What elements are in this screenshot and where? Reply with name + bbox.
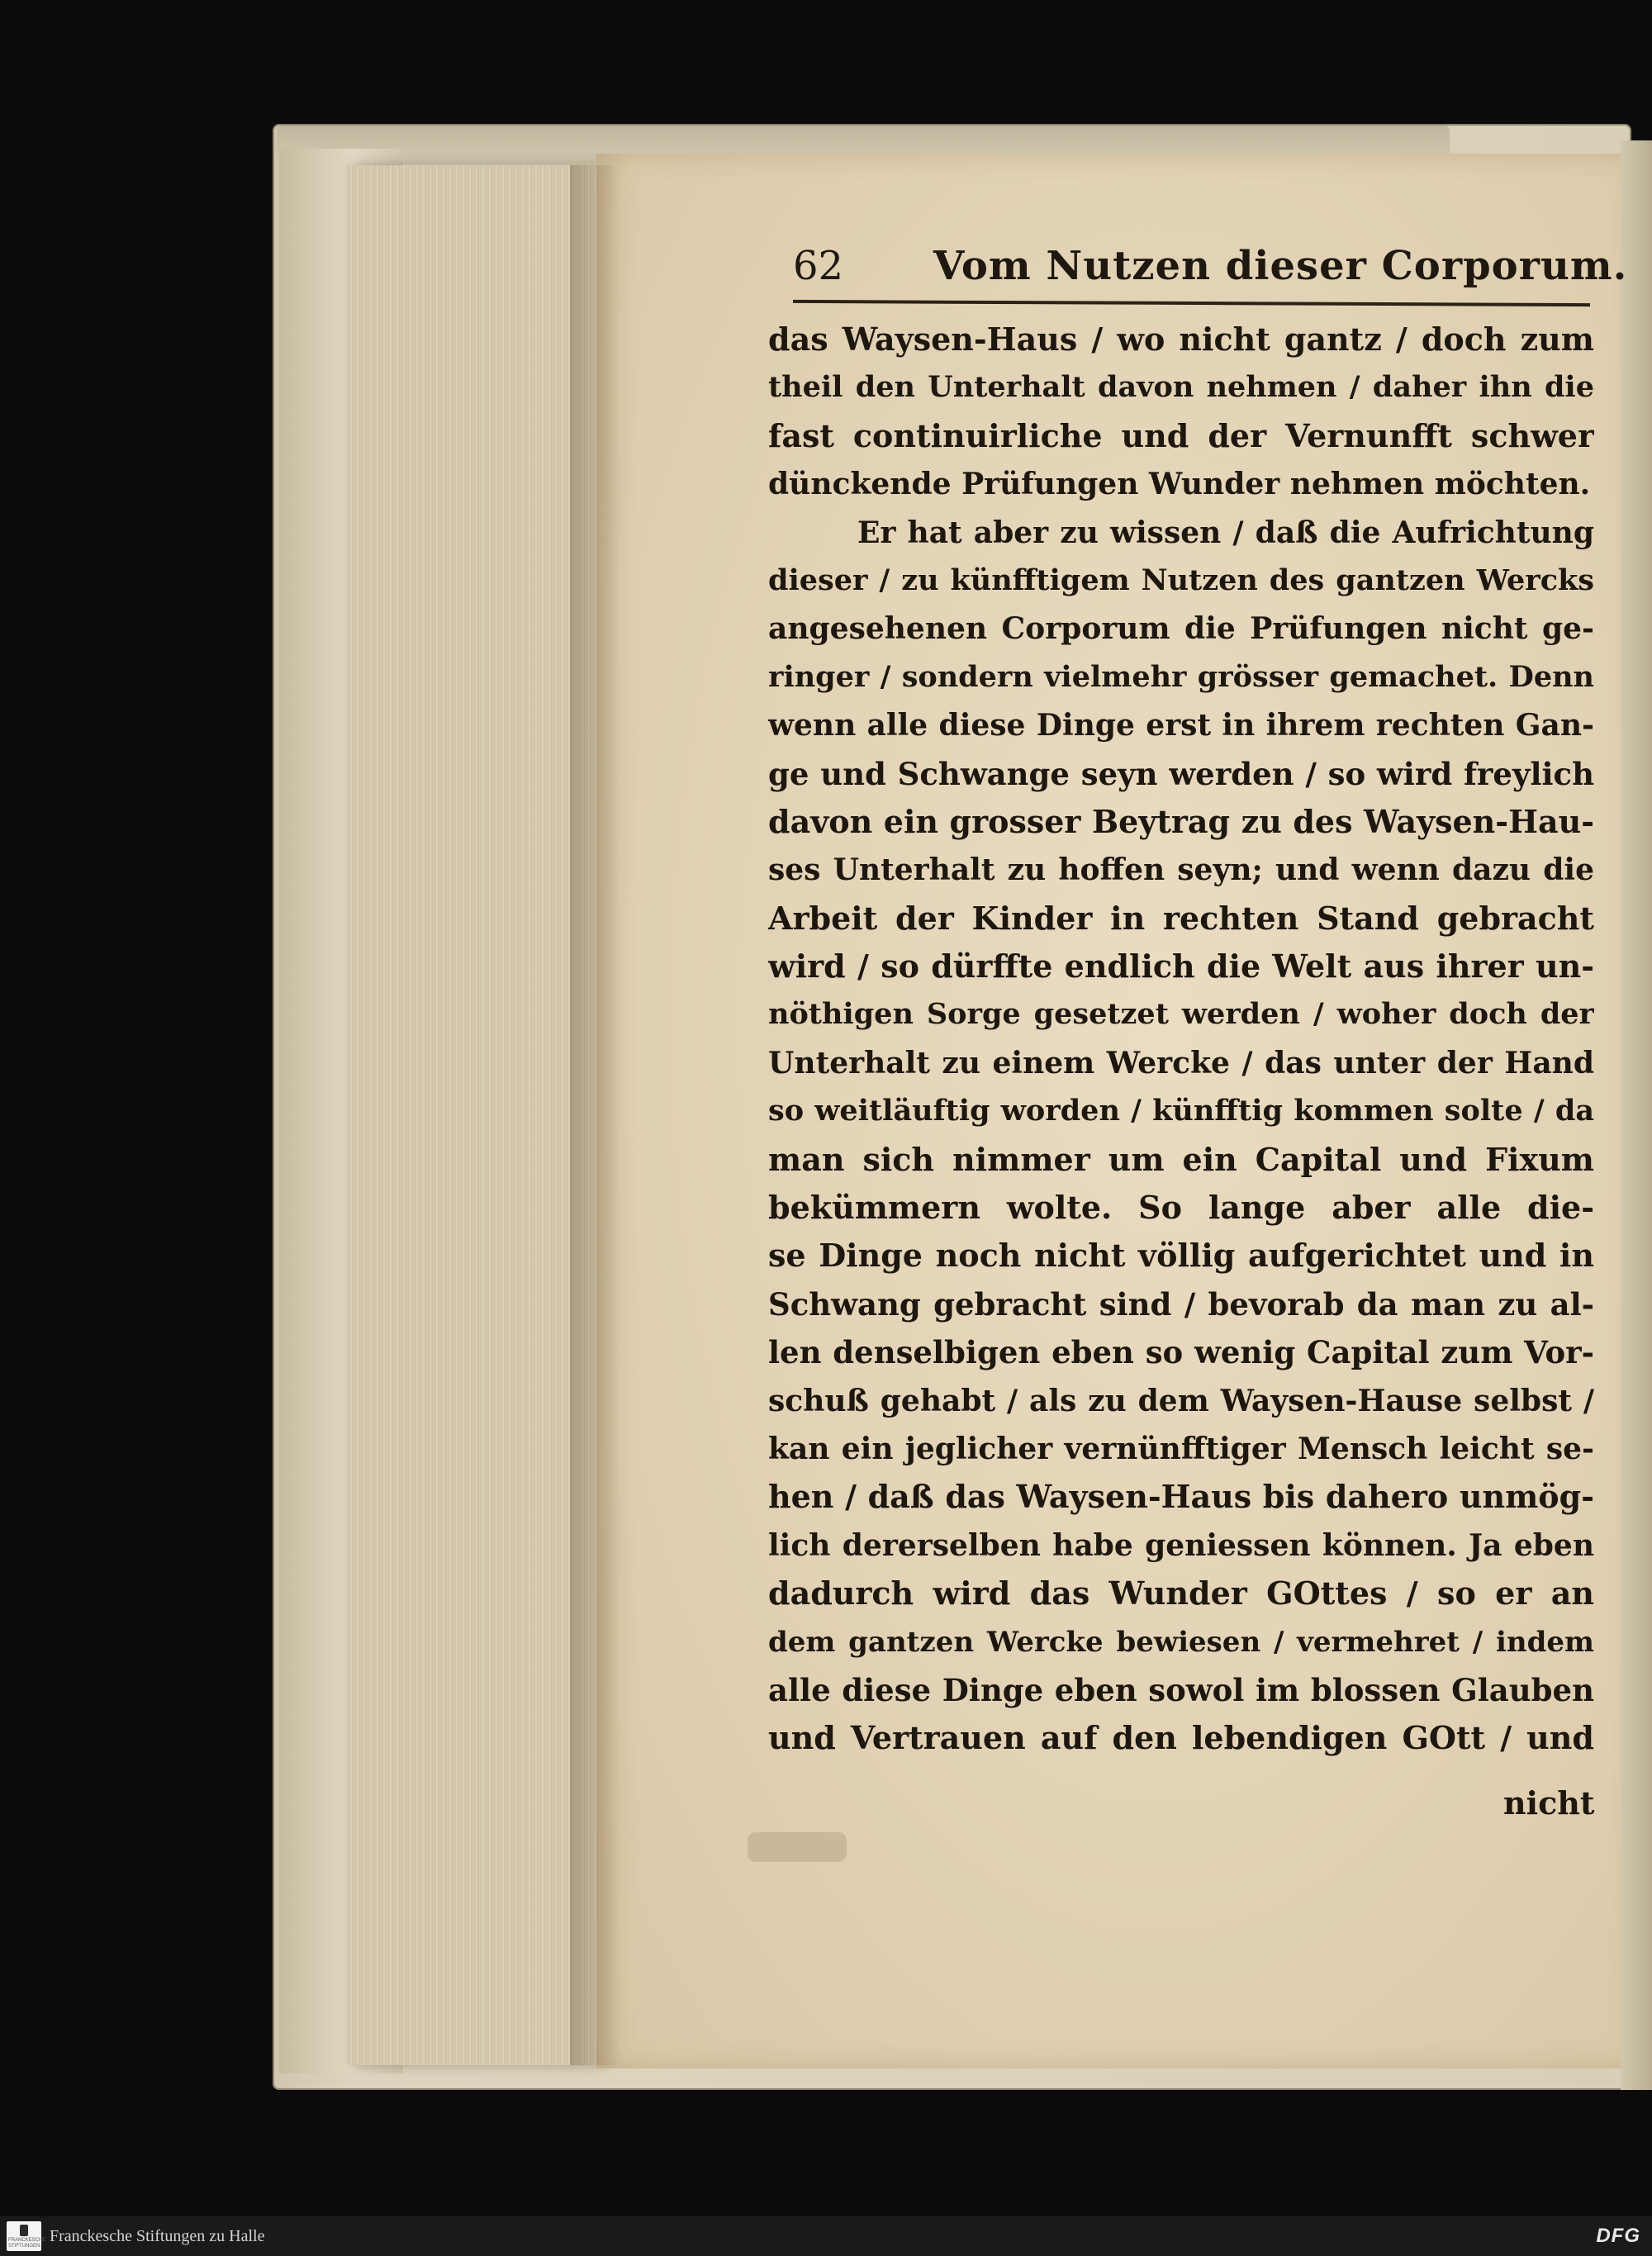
page-number: 62 xyxy=(793,243,844,289)
page-block-edge xyxy=(347,165,599,2065)
text-line: bekümmern wolte. So lange aber alle die- xyxy=(768,1189,1594,1227)
text-line: Arbeit der Kinder in rechten Stand gebracht xyxy=(768,899,1594,937)
text-line: theil den Unterhalt davon nehmen / daher ihn die xyxy=(768,370,1594,405)
ink-showthrough xyxy=(748,1832,847,1862)
text-line: fast continuirliche und der Vernunfft schwer xyxy=(768,416,1594,454)
gutter-shadow xyxy=(570,165,620,2065)
text-line: dünckende Prüfungen Wunder nehmen möchten. xyxy=(768,467,1591,502)
text-line: das Waysen-Haus / wo nicht gantz / doch zum xyxy=(768,321,1594,358)
text-line: wird / so dürffte endlich die Welt aus ihrer un- xyxy=(768,948,1594,986)
text-line: man sich nimmer um ein Capital und Fixum xyxy=(768,1140,1594,1178)
text-line: angesehenen Corporum die Prüfungen nicht ge- xyxy=(768,611,1594,647)
text-line: lich dererselben habe geniessen können. Ja eben xyxy=(768,1527,1594,1563)
text-line: nöthigen Sorge gesetzet werden / woher doch der xyxy=(768,997,1594,1032)
body-text xyxy=(768,316,1594,1763)
text-line: Unterhalt zu einem Wercke / das unter der Hand xyxy=(768,1045,1594,1081)
text-line: ge und Schwange seyn werden / so wird freylich xyxy=(768,755,1594,792)
dfg-logo[interactable]: DFG xyxy=(1596,2225,1640,2247)
text-line: und Vertrauen auf den lebendigen GOtt / und xyxy=(768,1719,1594,1757)
text-line: so weitläuftig worden / künfftig kommen solte / da xyxy=(768,1094,1594,1128)
text-line: Er hat aber zu wissen / daß die Aufrichtung xyxy=(857,515,1594,550)
text-line: dadurch wird das Wunder GOttes / so er an xyxy=(768,1574,1594,1612)
orphanage-building-icon xyxy=(20,2225,28,2236)
institution-name[interactable]: Franckesche Stiftungen zu Halle xyxy=(50,2227,265,2245)
catchword: nicht xyxy=(1503,1784,1595,1821)
facing-page-edge xyxy=(1621,140,1652,2090)
text-line: schuß gehabt / als zu dem Waysen-Hause selbst / xyxy=(768,1383,1594,1418)
text-line: se Dinge noch nicht völlig aufgerichtet und in xyxy=(768,1237,1594,1275)
institution-logo-text: FRANCKESCHE STIFTUNGEN xyxy=(8,2238,46,2249)
institution-logo[interactable] xyxy=(7,2221,46,2251)
text-line: kan ein jeglicher vernünfftiger Mensch leicht se- xyxy=(768,1431,1594,1466)
text-line: Schwang gebracht sind / bevorab da man zu al- xyxy=(768,1285,1594,1323)
text-line: dem gantzen Wercke bewiesen / vermehret / indem xyxy=(768,1625,1594,1659)
text-line: alle diese Dinge eben sowol im blossen Glauben xyxy=(768,1671,1594,1708)
text-line: ses Unterhalt zu hoffen seyn; und wenn dazu die xyxy=(768,853,1594,888)
text-line: wenn alle diese Dinge erst in ihrem rechten Gan- xyxy=(768,708,1594,743)
text-line: davon ein grosser Beytrag zu des Waysen-Hau- xyxy=(768,802,1594,840)
text-line: ringer / sondern vielmehr grösser gemachet. Denn xyxy=(768,659,1594,694)
text-line: len denselbigen eben so wenig Capital zum Vor- xyxy=(768,1334,1594,1371)
viewer-footer xyxy=(0,2216,1652,2256)
running-title: Vom Nutzen dieser Corporum. xyxy=(933,243,1628,289)
text-line: dieser / zu künfftigem Nutzen des gantzen Wercks xyxy=(768,563,1594,597)
page-header xyxy=(793,241,1628,307)
text-line: hen / daß das Waysen-Haus bis dahero unmög- xyxy=(768,1478,1594,1516)
